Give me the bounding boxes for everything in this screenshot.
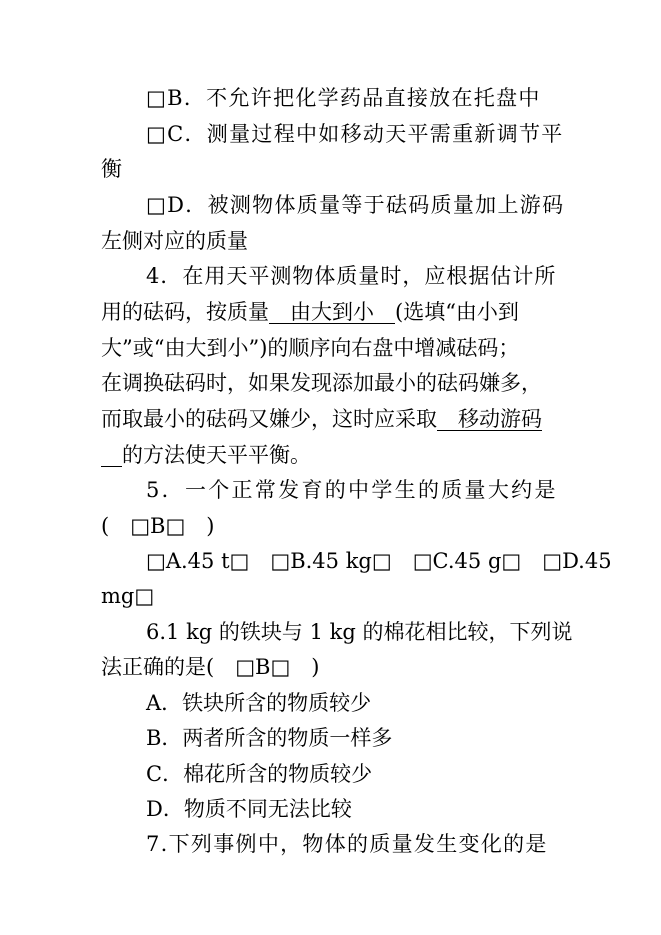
question-4-line-4: 在调换砝码时，如果发现添加最小的砝码嫌多，: [101, 371, 542, 395]
question-4-text: 而取最小的砝码又嫌少，这时应采取: [101, 407, 437, 431]
question-4-line-5: [101, 405, 542, 433]
option-d-continuation: 左侧对应的质量: [101, 229, 248, 253]
question-4-line-3: 大”或“由大到小”)的顺序向右盘中增减砝码；: [101, 336, 520, 360]
answer-blank-1: __由大到小__: [269, 300, 395, 324]
question-6-line-1: 6.1 kg 的铁块与 1 kg 的棉花相比较，下列说: [146, 620, 573, 644]
question-5-answer-paren: ( □B□ ): [101, 514, 215, 538]
question-6-option-d: D．物质不同无法比较: [146, 797, 352, 821]
question-6-option-c: C．棉花所含的物质较少: [146, 762, 373, 786]
answer-blank-2: __移动游码: [437, 407, 542, 431]
question-4-text: 用的砝码，按质量: [101, 300, 269, 324]
question-7-line-1: 7.下列事例中，物体的质量发生变化的是: [146, 832, 548, 856]
question-4-line-6: [101, 441, 311, 469]
answer-blank-2-tail: __: [101, 443, 122, 467]
question-5-line-1: 5．一个正常发育的中学生的质量大约是: [146, 478, 558, 502]
question-5-options-continuation: mg□: [101, 584, 155, 608]
question-6-line-2: 法正确的是( □B□ ): [101, 655, 320, 679]
option-c-line: □C．测量过程中如移动天平需重新调节平: [146, 122, 564, 146]
question-6-option-b: B．两者所含的物质一样多: [146, 726, 393, 750]
question-5-options: □A.45 t□ □B.45 kg□ □C.45 g□ □D.45: [146, 549, 612, 573]
question-4-text-tail: (选填“由小到: [395, 300, 519, 324]
question-4-line-1: 4．在用天平测物体质量时，应根据估计所: [146, 264, 557, 288]
question-4-text-end: 的方法使天平平衡。: [122, 443, 311, 467]
option-d-line: □D．被测物体质量等于砝码质量加上游码: [146, 193, 565, 217]
question-6-option-a: A．铁块所含的物质较少: [146, 691, 372, 715]
option-b-line: □B．不允许把化学药品直接放在托盘中: [146, 86, 541, 110]
option-c-continuation: 衡: [101, 157, 122, 181]
question-4-line-2: [101, 298, 519, 326]
